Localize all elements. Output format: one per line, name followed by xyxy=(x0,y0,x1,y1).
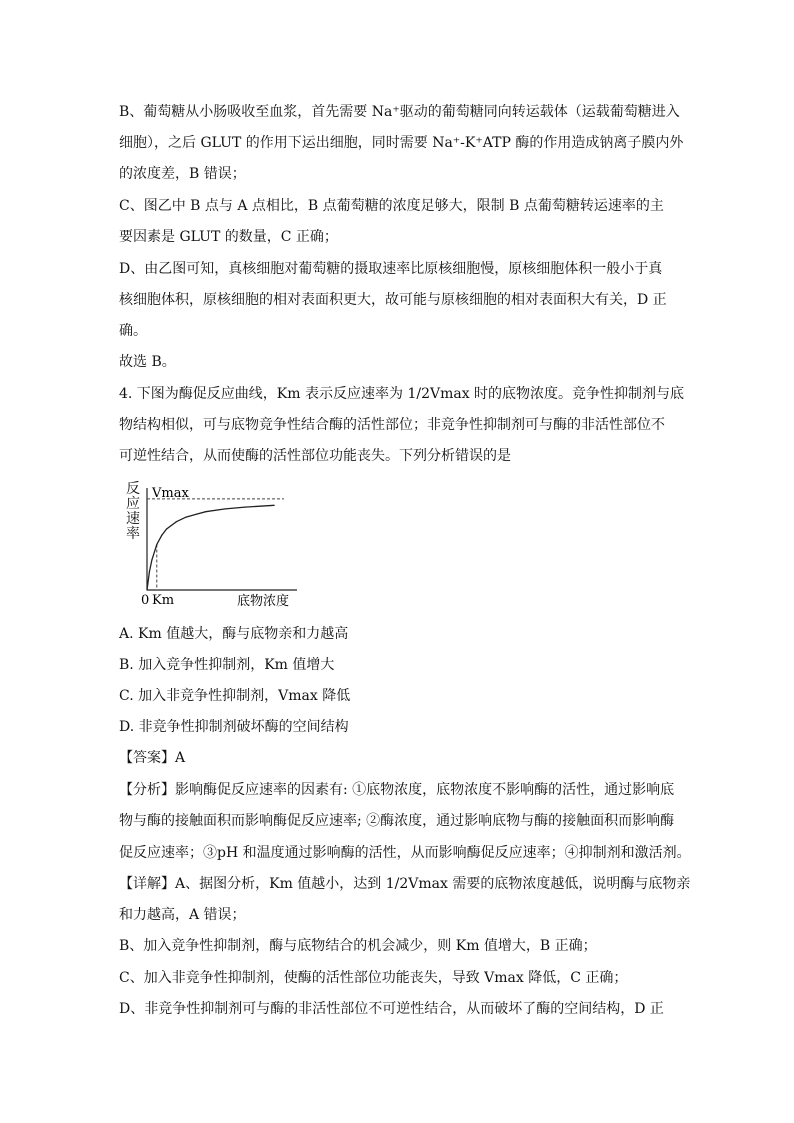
explanation-line: 【详解】A、据图分析，Km 值越小，达到 1/2Vmax 需要的底物浓度越低，说明酶与底物亲 xyxy=(119,876,691,892)
explanation-line: C、加入非竞争性抑制剂，使酶的活性部位功能丧失，导致 Vmax 降低，C 正确； xyxy=(119,970,628,986)
curve-point xyxy=(161,535,162,536)
y-axis-label-char: 速 xyxy=(126,511,140,527)
text-line: 要因素是 GLUT 的数量，C 正确； xyxy=(119,229,338,245)
vmax-label: Vmax xyxy=(152,486,189,501)
curve-point xyxy=(274,505,275,506)
km-label: Km xyxy=(152,593,175,608)
curve-point xyxy=(195,514,196,515)
answer-line: 【答案】A xyxy=(119,750,186,766)
x-axis-label: 底物浓度 xyxy=(237,594,290,609)
analysis-line: 物与酶的接触面积而影响酶促反应速率; ②酶浓度，通过影响底物与酶的接触面积而影响酶 xyxy=(119,813,675,829)
question-line: 可逆性结合，从而使酶的活性部位功能丧失。下列分析错误的是 xyxy=(119,448,511,464)
explanation-line: D、非竞争性抑制剂可与酶的非活性部位不可逆性结合，从而破坏了酶的空间结构，D 正 xyxy=(119,1001,664,1017)
explanation-line: B、加入竞争性抑制剂，酶与底物结合的机会减少，则 Km 值增大，B 正确； xyxy=(119,938,597,954)
option-c: C. 加入非竞争性抑制剂，Vmax 降低 xyxy=(119,688,351,704)
option-a: A. Km 值越大，酶与底物亲和力越高 xyxy=(119,626,349,642)
question-line: 物结构相似，可与底物竞争性结合酶的活性部位；非竞争性抑制剂可与酶的非活性部位不 xyxy=(119,417,665,433)
curve-point xyxy=(156,544,157,545)
y-axis-label-char: 反 xyxy=(126,481,140,497)
text-line: C、图乙中 B 点与 A 点相比，B 点葡萄糖的浓度足够大，限制 B 点葡萄糖转运速率的主 xyxy=(119,198,664,214)
curve-point xyxy=(244,507,245,508)
curve-point xyxy=(146,589,147,590)
option-b: B. 加入竞争性抑制剂，Km 值增大 xyxy=(119,657,335,673)
reaction-rate-curve xyxy=(147,505,274,590)
curve-point xyxy=(186,517,187,518)
text-line: 确。 xyxy=(119,323,147,339)
explanation-line: 和力越高，A 错误； xyxy=(119,907,246,923)
origin-label: 0 xyxy=(141,593,150,608)
question-line: 4. 下图为酶促反应曲线，Km 表示反应速率为 1/2Vmax 时的底物浓度。竞争性抑制剂与底 xyxy=(119,386,685,402)
curve-point xyxy=(176,521,177,522)
y-axis-label-char: 应 xyxy=(126,496,140,512)
analysis-line: 促反应速率；③pH 和温度通过影响酶的活性，从而影响酶促反应速率；④抑制剂和激活剂。 xyxy=(119,845,691,861)
text-line: D、由乙图可知，真核细胞对葡萄糖的摄取速率比原核细胞慢，原核细胞体积一般小于真 xyxy=(119,261,663,277)
enzyme-kinetics-chart xyxy=(119,480,309,610)
curve-point xyxy=(151,559,152,560)
option-d: D. 非竞争性抑制剂破坏酶的空间结构 xyxy=(119,719,349,735)
text-line: 核细胞体积，原核细胞的相对表面积更大，故可能与原核细胞的相对表面积大有关，D 正 xyxy=(119,292,667,308)
curve-point xyxy=(166,528,167,529)
text-line: 细胞），之后 GLUT 的作用下运出细胞，同时需要 Na⁺-K⁺ATP 酶的作用造成钠离子膜内外 xyxy=(119,135,684,151)
y-axis-label-char: 率 xyxy=(126,526,140,542)
text-line: B、葡萄糖从小肠吸收至血浆，首先需要 Na⁺驱动的葡萄糖同向转运载体（运载葡萄糖进入 xyxy=(119,104,680,120)
text-line: 故选 B。 xyxy=(119,354,176,370)
curve-point xyxy=(149,571,150,572)
curve-point xyxy=(205,511,206,512)
analysis-line: 【分析】影响酶促反应速率的因素有: ①底物浓度，底物浓度不影响酶的活性，通过影响底 xyxy=(119,782,675,798)
curve-point xyxy=(225,508,226,509)
chart-canvas xyxy=(119,480,309,610)
text-line: 的浓度差，B 错误； xyxy=(119,166,246,182)
